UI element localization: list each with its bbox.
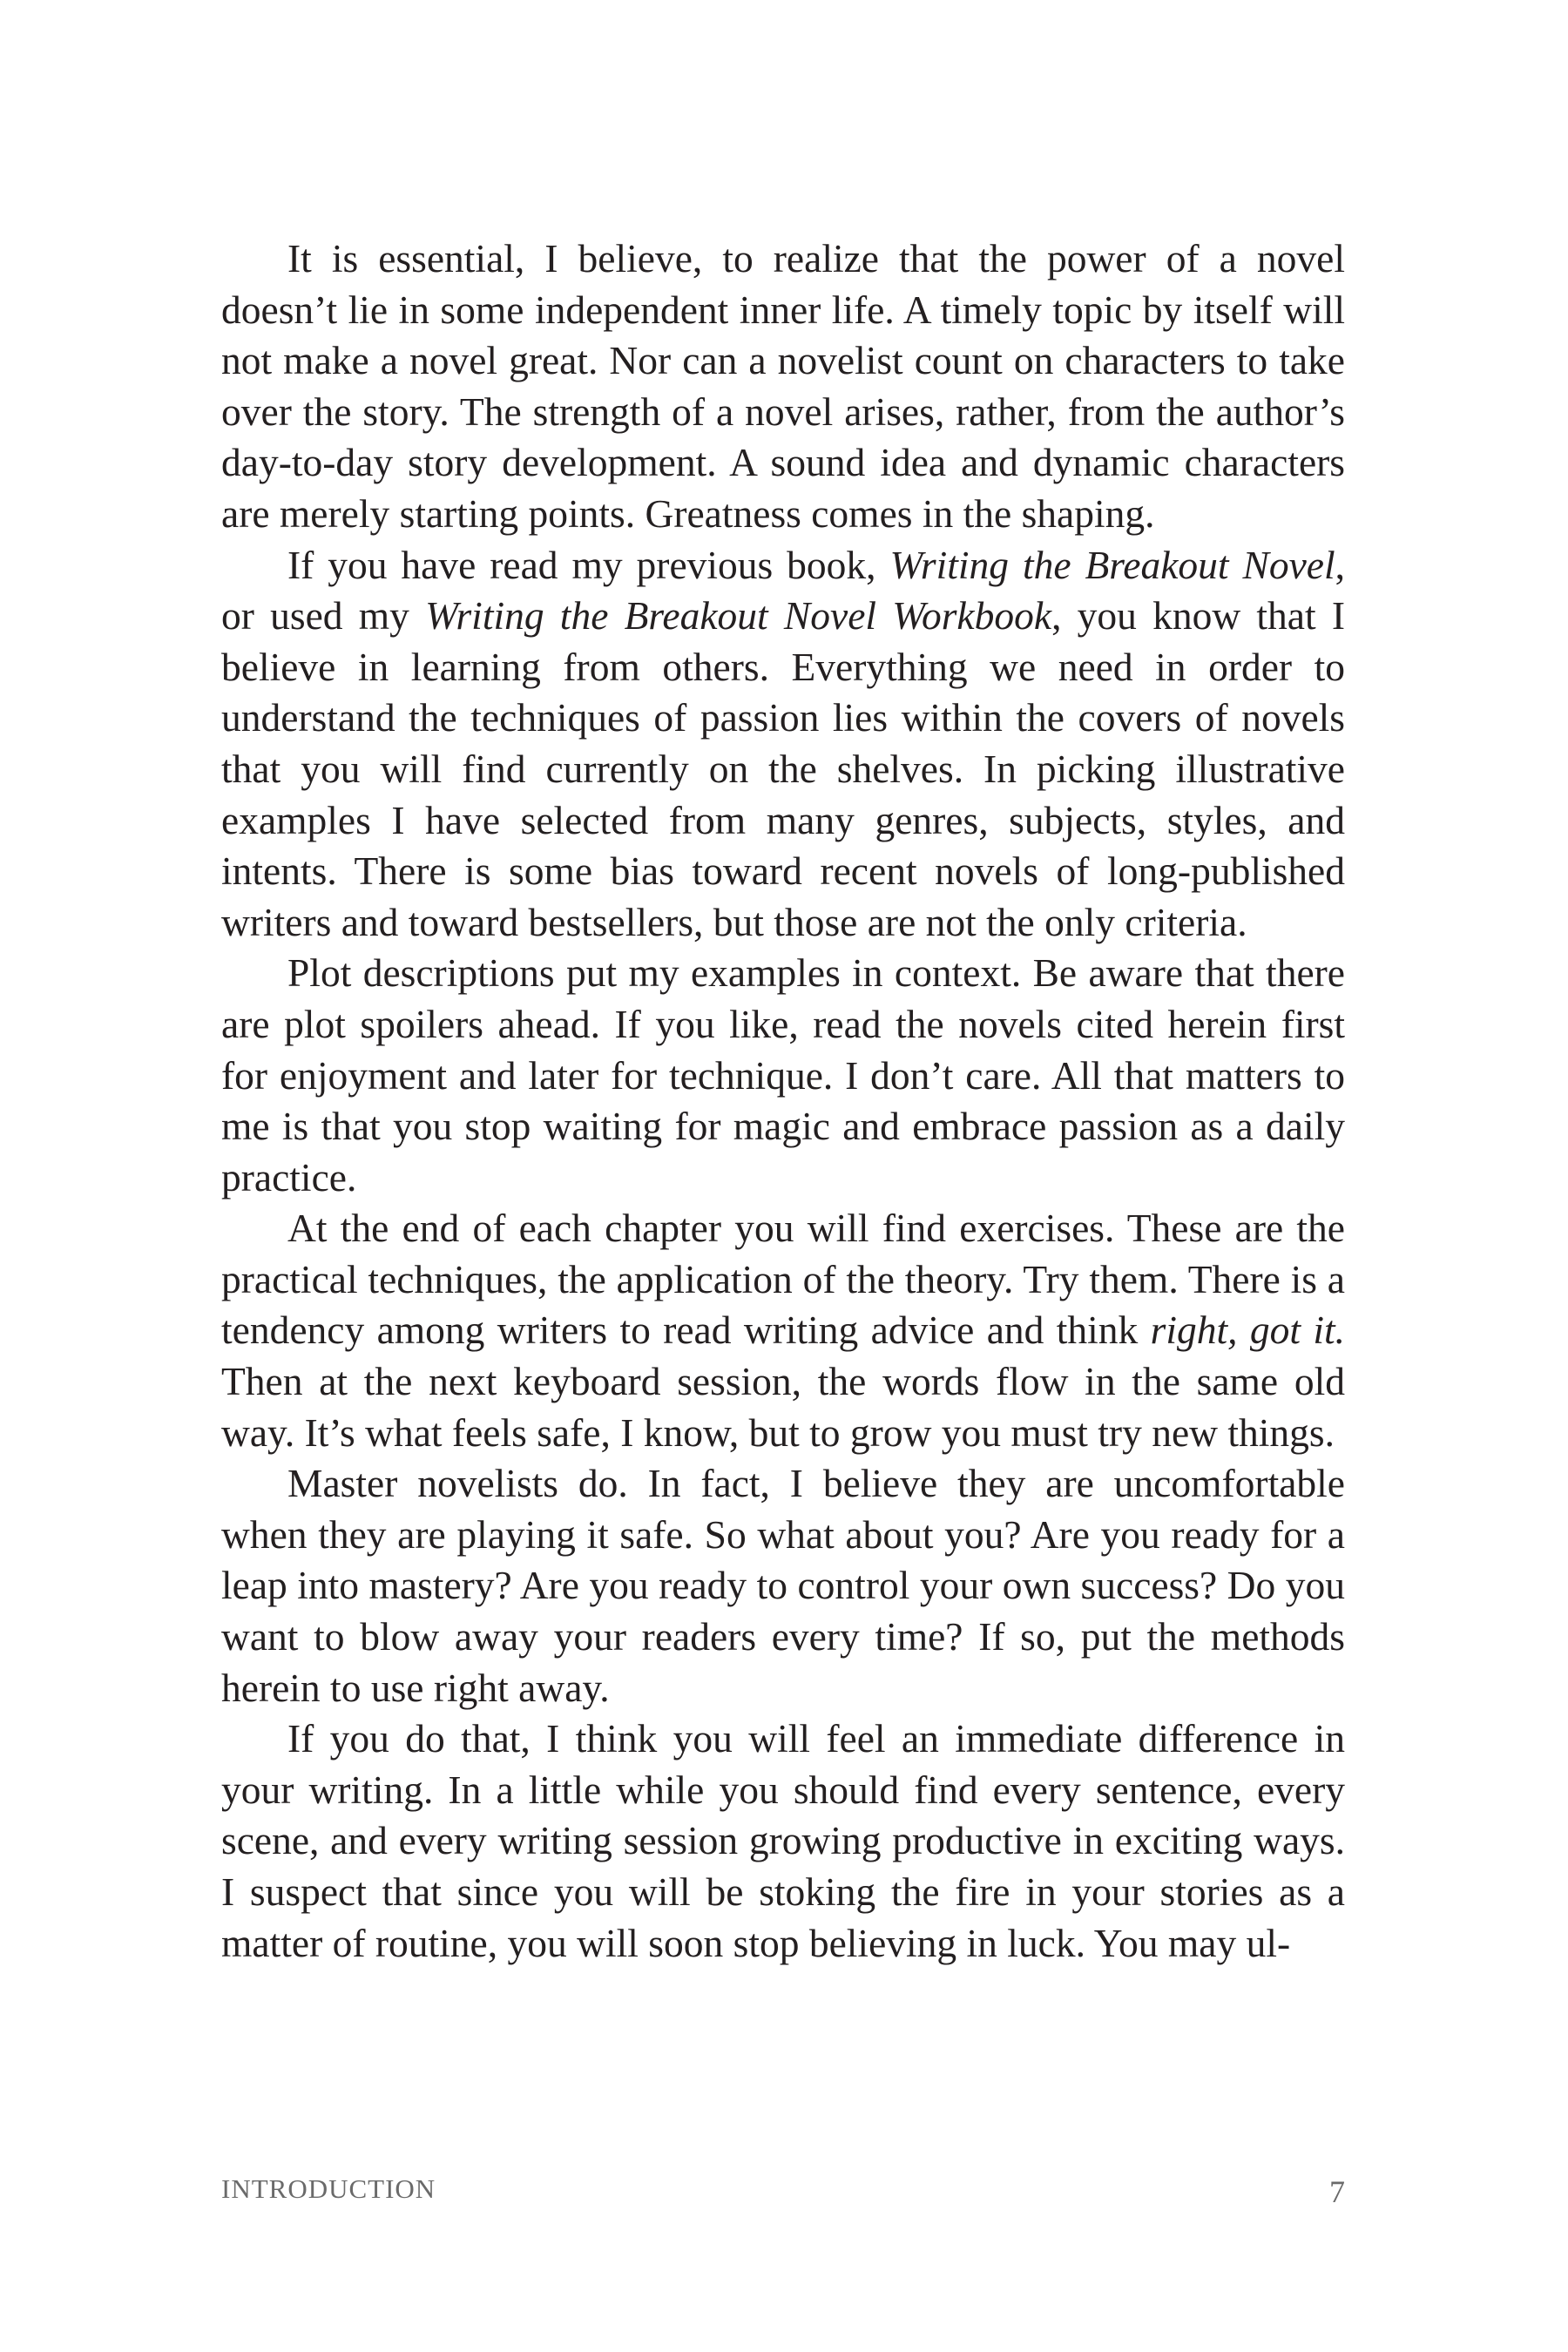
paragraph-4-text-a: At the end of each chapter you will find exercises. These are the practical techniques, the application of the theory. Try them. There is a tendency among writers to read writing advice and think: [221, 1206, 1345, 1353]
italic-phrase-right-got-it: right, got it.: [1150, 1308, 1346, 1353]
paragraph-2-text-b: , or used my: [221, 542, 1345, 639]
paragraph-5: Master novelists do. In fact, I believe they are uncomfortable when they are playing it safe. So what about you? Are you ready for a leap into mastery? Are you ready to control your own success? Do you want to blow away your readers every time? If so, put the methods herein to use right away.: [221, 1461, 1345, 1710]
book-title-writing-the-breakout-novel: Writing the Breakout Novel: [889, 542, 1335, 587]
paragraph-2-text-c: , you know that I believe in learning from others. Everything we need in order to understand the techniques of passion lies within the covers of novels that you will find currently on the shelves. In picking illustrative examples I have selected from many genres, subjects, styles, and intents. There is some bias toward recent novels of long-published writers and toward bestsellers, but those are not the only criteria.: [221, 593, 1345, 944]
paragraph-4-text-b: Then at the next keyboard session, the words flow in the same old way. It’s what feels safe, I know, but to grow you must try new things.: [221, 1359, 1345, 1455]
paragraph-2-text-a: If you have read my previous book,: [287, 542, 890, 587]
page-footer: [221, 2173, 1345, 2208]
running-head: INTRODUCTION: [221, 2173, 436, 2204]
paragraph-6: If you do that, I think you will feel an immediate difference in your writing. In a little while you should find every sentence, every scene, and every writing session growing productive in exciting ways. I suspect that since you will be stoking the fire in your stories as a matter of routine, you will soon stop believing in luck. You may ul-: [221, 1716, 1345, 1965]
paragraph-1: It is essential, I believe, to realize that the power of a novel doesn’t lie in some independent inner life. A timely topic by itself will not make a novel great. Nor can a novelist count on characters to take over the story. The strength of a novel arises, rather, from the author’s day-to-day story development. A sound idea and dynamic characters are merely starting points. Greatness comes in the shaping.: [221, 236, 1345, 536]
book-title-workbook: Writing the Breakout Novel Workbook: [425, 593, 1052, 639]
page-number: 7: [1329, 2174, 1345, 2209]
paragraph-2: [221, 540, 1345, 949]
paragraph-4: [221, 1203, 1345, 1458]
body-text: [221, 233, 1345, 1969]
paragraph-3: Plot descriptions put my examples in context. Be aware that there are plot spoilers ahead. If you like, read the novels cited herein first for enjoyment and later for technique. I don’t care. All that matters to me is that you stop waiting for magic and embrace passion as a daily practice.: [221, 950, 1345, 1200]
